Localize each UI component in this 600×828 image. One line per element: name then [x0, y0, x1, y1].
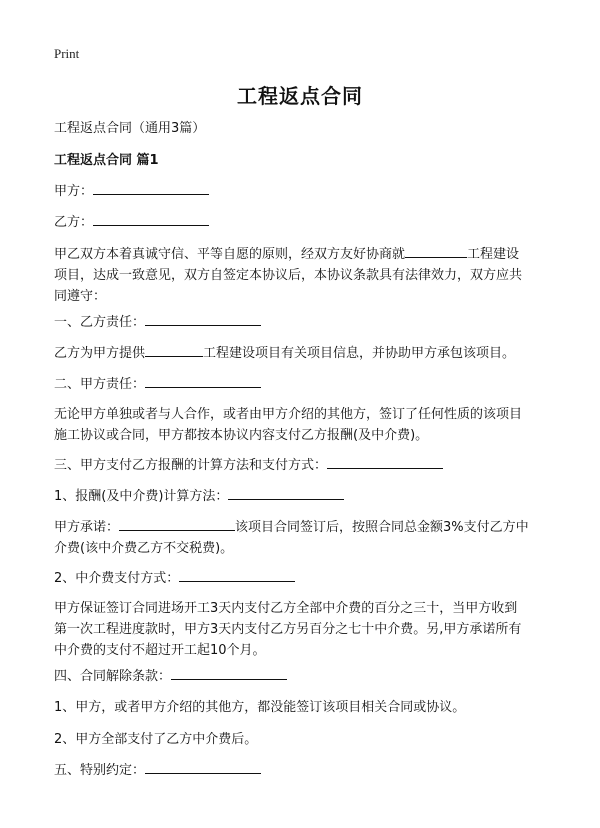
clause3-1-body-line-1 [54, 517, 554, 538]
clause1-body-b: 工程建设项目有关项目信息，并协助甲方承包该项目。 [203, 346, 516, 361]
clause3-1-title-line [54, 486, 554, 507]
clause3-2-body-line-1: 甲方保证签订合同进场开工3天内支付乙方全部中介费的百分之三十，当甲方收到 [54, 601, 518, 616]
clause3-1-body-a: 甲方承诺： [54, 520, 120, 535]
clause1-body-a: 乙方为甲方提供 [54, 346, 146, 361]
clause3-2-body-line-3: 中介费的支付不超过开工起10个月。 [54, 643, 266, 658]
clause3-1-body-b: 该项目合同签订后，按照合同总金额3%支付乙方中 [235, 520, 529, 535]
clause2-body-line-2: 施工协议或合同，甲方都按本协议内容支付乙方报酬(及中介费)。 [54, 428, 429, 443]
party-b-line [54, 212, 554, 233]
clause2-title: 二、甲方责任： [54, 377, 146, 392]
intro-line-1 [54, 244, 554, 265]
clause2-blank [145, 375, 261, 388]
party-b-label: 乙方： [54, 215, 94, 230]
section-heading: 工程返点合同 篇1 [54, 153, 159, 168]
party-a-blank [93, 182, 209, 195]
clause4-item-2: 2、甲方全部支付了乙方中介费后。 [54, 732, 258, 747]
intro-line-3: 同遵守： [54, 289, 107, 304]
clause3-2-title: 2、中介费支付方式： [54, 571, 180, 586]
document-title: 工程返点合同 [237, 84, 363, 108]
project-blank [405, 245, 467, 258]
clause3-2-blank [179, 569, 295, 582]
clause5-title-line [54, 760, 554, 781]
clause1-title: 一、乙方责任： [54, 315, 146, 330]
clause1-title-line [54, 312, 554, 333]
print-label: Print [54, 46, 80, 61]
document-subtitle: 工程返点合同（通用3篇） [54, 121, 206, 136]
clause4-blank [171, 667, 287, 680]
clause4-title-line [54, 666, 554, 687]
clause1-body [54, 343, 554, 364]
intro-text-1: 甲乙双方本着真诚守信、平等自愿的原则，经双方友好协商就 [54, 247, 406, 262]
clause3-title-line [54, 455, 554, 476]
party-a-line [54, 181, 554, 202]
clause3-1-body-line-2: 介费(该中介费乙方不交税费)。 [54, 541, 234, 556]
party-b-blank [93, 213, 209, 226]
clause3-1-title: 1、报酬(及中介费)计算方法： [54, 489, 229, 504]
intro-text-1b: 工程建设 [467, 247, 520, 262]
clause4-title: 四、合同解除条款： [54, 669, 172, 684]
clause2-title-line [54, 374, 554, 395]
clause3-blank [327, 456, 443, 469]
clause5-title: 五、特别约定： [54, 763, 146, 778]
clause3-title: 三、甲方支付乙方报酬的计算方法和支付方式： [54, 458, 328, 473]
clause3-1-blank [228, 487, 344, 500]
clause1-body-blank [145, 344, 203, 357]
clause5-blank [145, 761, 261, 774]
clause2-body-line-1: 无论甲方单独或者与人合作，或者由甲方介绍的其他方，签订了任何性质的该项目 [54, 407, 523, 422]
clause3-2-title-line [54, 568, 554, 589]
party-a-label: 甲方： [54, 184, 94, 199]
clause4-item-1: 1、甲方，或者甲方介绍的其他方，都没能签订该项目相关合同或协议。 [54, 700, 466, 715]
clause3-2-body-line-2: 第一次工程进度款时，甲方3天内支付乙方另百分之七十中介费。另,甲方承诺所有 [54, 622, 522, 637]
intro-line-2: 项目，达成一致意见，双方自签定本协议后，本协议条款具有法律效力，双方应共 [54, 268, 523, 283]
clause1-blank [145, 313, 261, 326]
clause3-1-body-blank [119, 518, 235, 531]
